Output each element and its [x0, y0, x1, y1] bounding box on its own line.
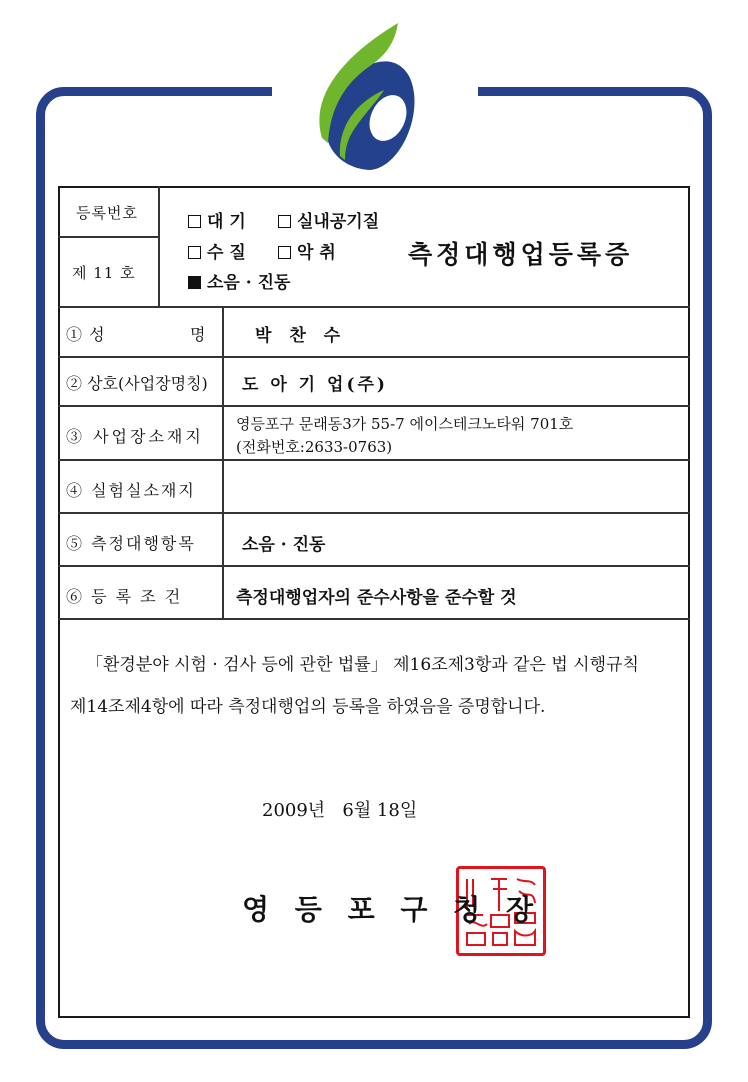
row-value-business-name: 도 아 기 업(주): [242, 375, 388, 395]
checked-checkbox-icon: [188, 276, 201, 289]
category-odor: 악 취: [278, 238, 336, 263]
row-value-name: 박 찬 수: [255, 326, 347, 346]
certificate-statement-line-1: 「환경분야 시험 · 검사 등에 관한 법률」 제16조제3항과 같은 법 시행규칙: [86, 655, 639, 675]
category-water: 수 질: [188, 238, 246, 263]
row-value-phone: (전화번호:2633-0763): [236, 438, 393, 456]
row-value-measurement-items: 소음 · 진동: [242, 535, 326, 555]
district-emblem-icon: [300, 18, 450, 170]
registration-number-label: 등록번호: [76, 204, 138, 222]
row-label-registration-conditions: ⑥ 등 록 조 건: [66, 587, 183, 606]
checkbox-icon: [188, 246, 201, 259]
registration-number: 제 11 호: [72, 264, 136, 282]
issuer-name: 영 등 포 구 청 장: [242, 893, 542, 926]
category-air: 대 기: [188, 207, 246, 232]
row-label-business-name: ② 상호(사업장명칭): [66, 374, 208, 393]
row-label-name-2: 명: [190, 325, 207, 344]
row-label-lab-address: ④ 실험실소재지: [66, 481, 196, 500]
row-value-business-address: 영등포구 문래동3가 55-7 에이스테크노타워 701호: [236, 415, 574, 433]
certificate-statement-line-2: 제14조제4항에 따라 측정대행업의 등록을 하였음을 증명합니다.: [70, 697, 546, 717]
row-label-business-address: ③ 사업장소재지: [66, 427, 204, 446]
checkbox-icon: [278, 246, 291, 259]
issue-date: 2009년 6월 18일: [262, 800, 418, 821]
category-indoor-air: 실내공기질: [278, 207, 379, 232]
checkbox-icon: [278, 215, 291, 228]
certificate-title: 측정대행업등록증: [408, 240, 634, 269]
row-label-measurement-items: ⑤ 측정대행항목: [66, 534, 196, 553]
row-value-registration-conditions: 측정대행업자의 준수사항을 준수할 것: [236, 588, 517, 608]
category-noise-vibration: 소음 · 진동: [188, 268, 290, 293]
checkbox-icon: [188, 215, 201, 228]
row-label-name: ① 성: [66, 325, 106, 344]
